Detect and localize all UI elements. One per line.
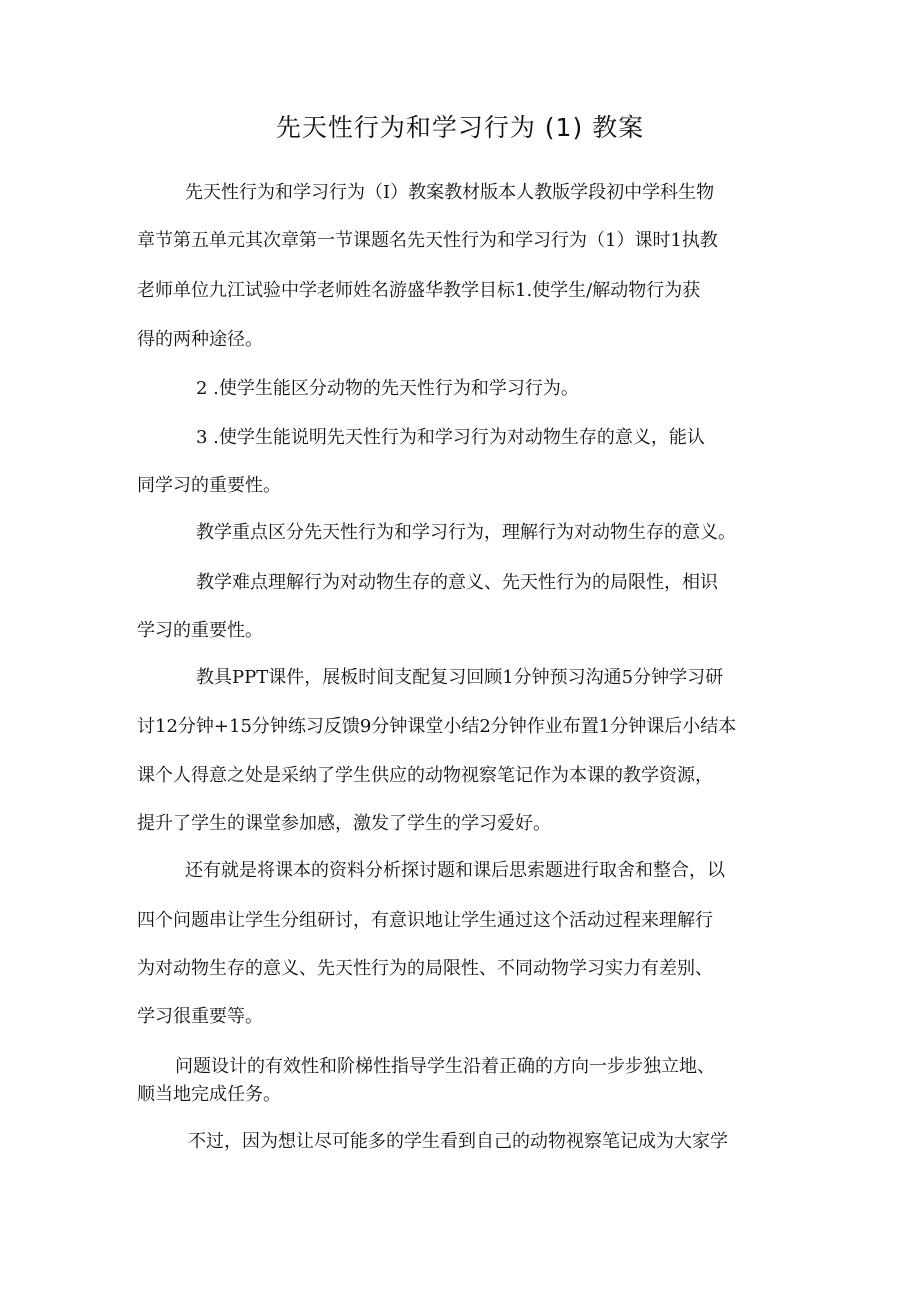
paragraph-5-line-1: 教学难点理解行为对动物生存的意义、先天性行为的局限性，相识 bbox=[196, 572, 718, 593]
paragraph-7-line-4: 学习很重要等。 bbox=[137, 1006, 263, 1027]
paragraph-1-line-3: 老师单位九江试验中学老师姓名游盛华教学目标1.使学生/解动物行为获 bbox=[137, 280, 701, 301]
paragraph-6-line-3: 课个人得意之处是采纳了学生供应的动物视察笔记作为本课的教学资源， bbox=[137, 765, 713, 786]
paragraph-8-line-2: 顺当地完成任务。 bbox=[137, 1084, 281, 1105]
paragraph-1-line-2: 章节第五单元其次章第一节课题名先天性行为和学习行为（1）课时1执教 bbox=[137, 230, 718, 251]
paragraph-2-line-1: 2 .使学生能区分动物的先天性行为和学习行为。 bbox=[196, 378, 579, 399]
paragraph-1-line-4: 得的两种途径。 bbox=[137, 329, 263, 350]
paragraph-8-line-1: 问题设计的有效性和阶梯性指导学生沿着正确的方向一步步独立地、 bbox=[175, 1056, 715, 1077]
paragraph-5-line-2: 学习的重要性。 bbox=[137, 620, 263, 641]
paragraph-7-line-3: 为对动物生存的意义、先天性行为的局限性、不同动物学习实力有差别、 bbox=[137, 958, 713, 979]
document-title: 先天性行为和学习行为 (1) 教案 bbox=[275, 113, 645, 142]
paragraph-9-line-1: 不过，因为想让尽可能多的学生看到自己的动物视察笔记成为大家学 bbox=[188, 1131, 728, 1152]
paragraph-4-line-1: 教学重点区分先天性行为和学习行为，理解行为对动物生存的意义。 bbox=[196, 522, 736, 543]
paragraph-3-line-1: 3 .使学生能说明先天性行为和学习行为对动物生存的意义，能认 bbox=[196, 427, 705, 448]
paragraph-6-line-4: 提升了学生的课堂参加感，激发了学生的学习爱好。 bbox=[137, 813, 551, 834]
paragraph-6-line-1: 教具PPT课件，展板时间支配复习回顾1分钟预习沟通5分钟学习研 bbox=[196, 667, 724, 688]
paragraph-1-line-1: 先天性行为和学习行为（I）教案教材版本人教版学段初中学科生物 bbox=[185, 182, 715, 203]
paragraph-7-line-2: 四个问题串让学生分组研讨，有意识地让学生通过这个活动过程来理解行 bbox=[137, 910, 713, 931]
paragraph-6-line-2: 讨12分钟+15分钟练习反馈9分钟课堂小结2分钟作业布置1分钟课后小结本 bbox=[137, 716, 737, 737]
paragraph-7-line-1: 还有就是将课本的资料分析探讨题和课后思索题进行取舍和整合，以 bbox=[185, 860, 725, 881]
paragraph-3-line-2: 同学习的重要性。 bbox=[137, 475, 281, 496]
